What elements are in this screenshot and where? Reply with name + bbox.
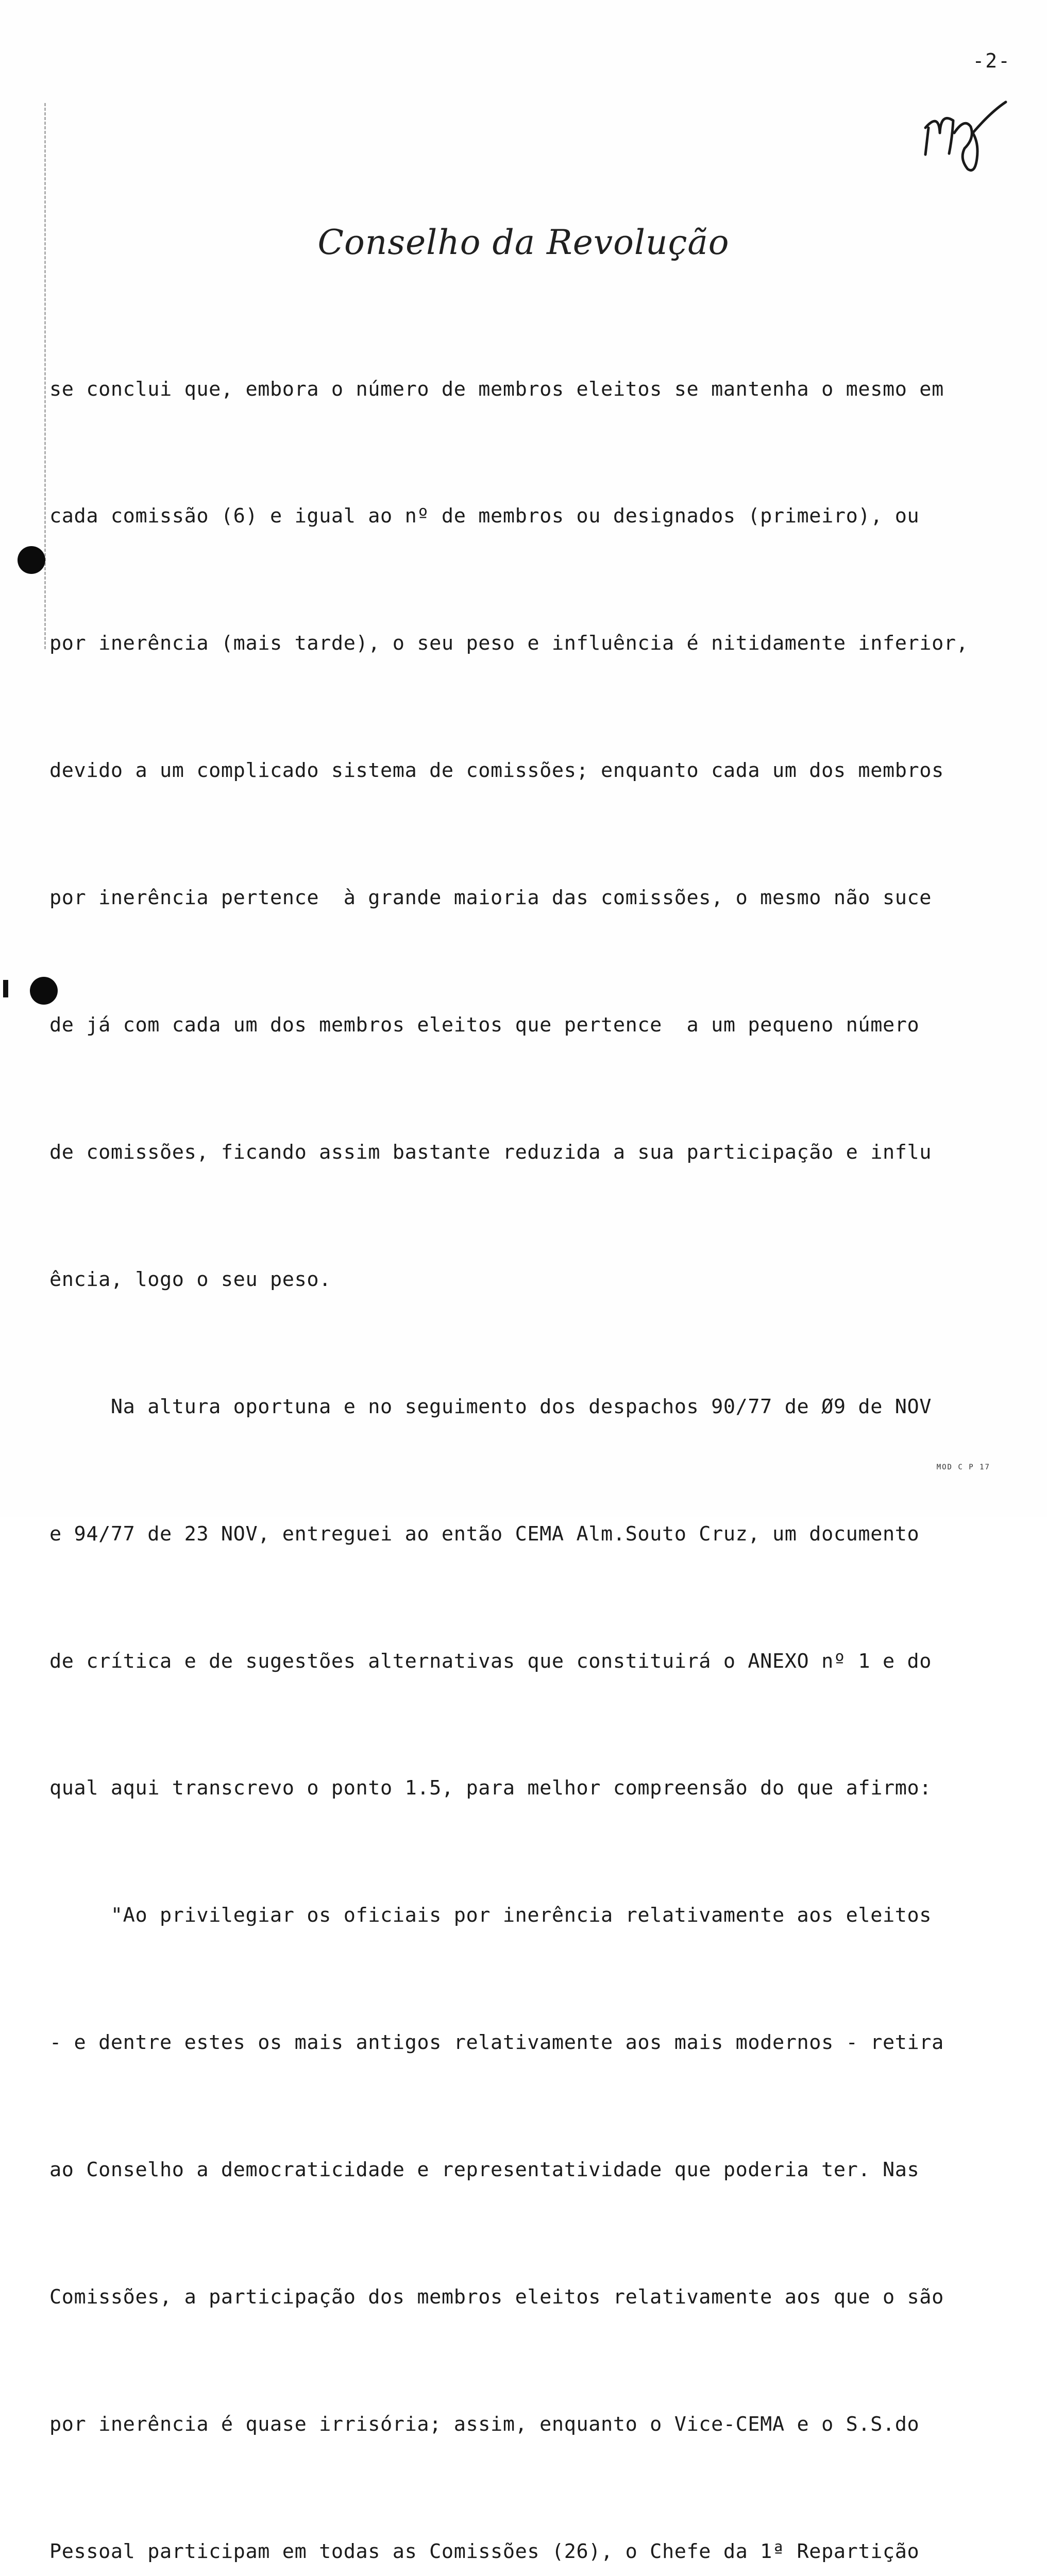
- text-line: por inerência (mais tarde), o seu peso e influência é nitidamente inferior,: [49, 632, 969, 655]
- text-line: qual aqui transcrevo o ponto 1.5, para melhor compreensão do que afirmo:: [49, 1776, 932, 1800]
- text-line: de comissões, ficando assim bastante reduzida a sua participação e influ: [49, 1140, 932, 1164]
- text-line: devido a um complicado sistema de comissões; enquanto cada um dos membros: [49, 759, 944, 783]
- text-line: cada comissão (6) e igual ao nº de membros ou designados (primeiro), ou: [49, 504, 920, 528]
- body-text: [49, 283, 1018, 2576]
- text-line: Pessoal participam em todas as Comissões (26), o Chefe da 1ª Repartição: [49, 2539, 920, 2563]
- text-line: ao Conselho a democraticidade e representatividade que poderia ter. Nas: [49, 2158, 920, 2182]
- form-code: MOD C P 17: [936, 1463, 990, 1471]
- text-line: e 94/77 de 23 NOV, entreguei ao então CEMA Alm.Souto Cruz, um documento: [49, 1522, 920, 1546]
- text-line: Comissões, a participação dos membros eleitos relativamente aos que o são: [49, 2285, 944, 2309]
- page-number: -2-: [972, 49, 1011, 72]
- binding-margin-line: [44, 103, 47, 649]
- punch-hole-icon: [18, 546, 45, 574]
- text-line: - e dentre estes os mais antigos relativamente aos mais modernos - retira: [49, 2031, 944, 2055]
- text-line: de crítica e de sugestões alternativas que constituirá o ANEXO nº 1 e do: [49, 1649, 932, 1673]
- text-line: de já com cada um dos membros eleitos que pertence a um pequeno número: [49, 1013, 920, 1037]
- text-line: Na altura oportuna e no seguimento dos despachos 90/77 de Ø9 de NOV: [49, 1395, 932, 1418]
- text-line: ência, logo o seu peso.: [49, 1267, 331, 1291]
- text-line: por inerência pertence à grande maioria das comissões, o mesmo não suce: [49, 886, 932, 910]
- letterhead-title: Conselho da Revolução: [317, 223, 730, 262]
- text-line: se concl​ui que, embora o número de membros eleitos se mantenha o mesmo em: [49, 377, 944, 401]
- text-line: "Ao privilegiar os oficiais por inerência relativamente aos eleitos: [49, 1904, 932, 1927]
- text-line: por inerência é quase irrisória; assim, enquanto o Vice-CEMA e o S.S.do: [49, 2412, 920, 2436]
- margin-mark: [3, 980, 8, 997]
- handwritten-initials-signature: [923, 97, 1011, 174]
